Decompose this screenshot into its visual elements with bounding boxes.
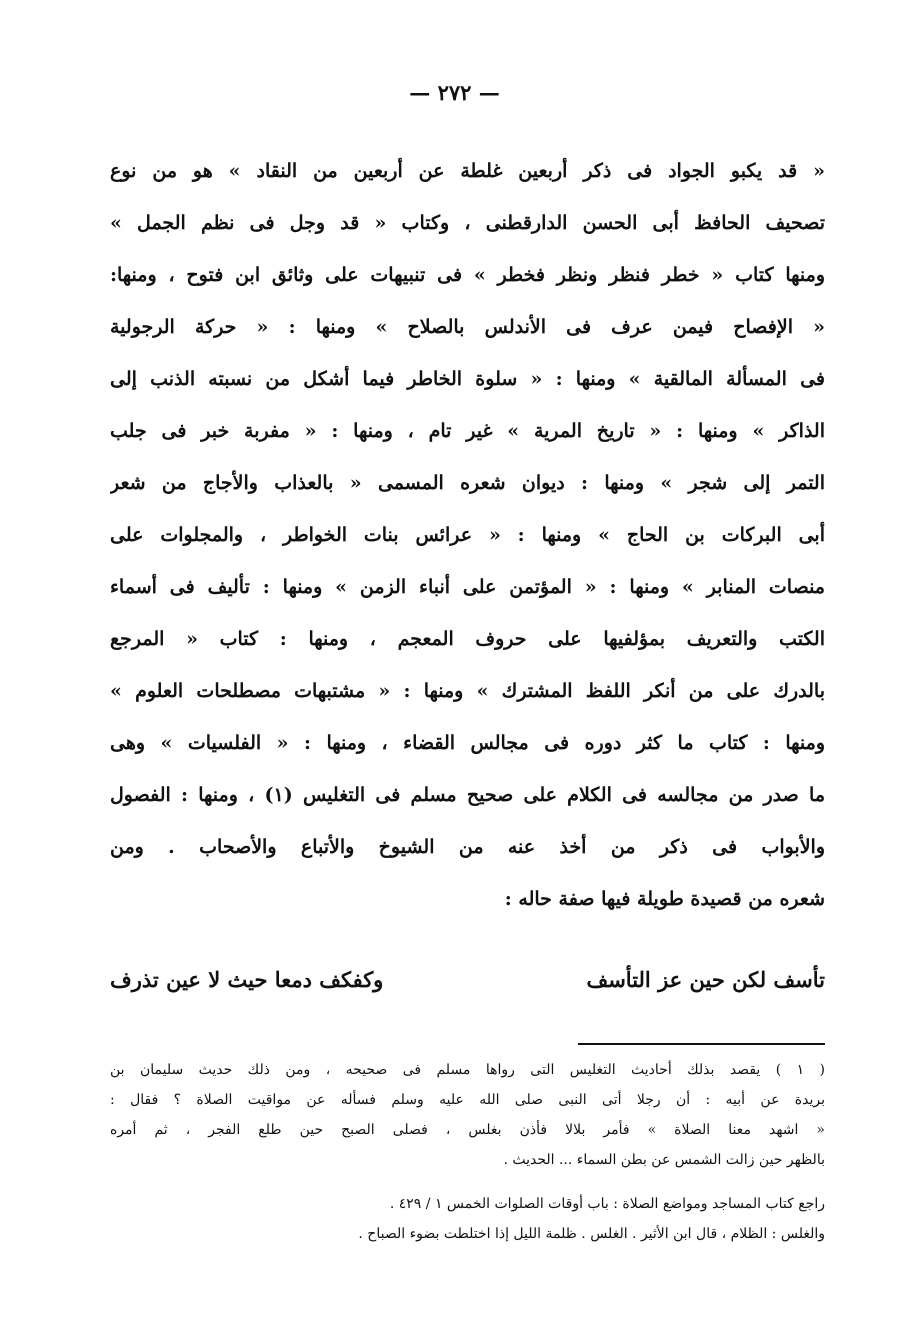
footnote-line: « اشهد معنا الصلاة » فأمر بلالا فأذن بغلس ، فصلى الصبح حين طلع الفجر ، ثم أمره (110, 1122, 825, 1138)
text-line: التمر إلى شجر » ومنها : ديوان شعره المسمى « بالعذاب والأجاج من شعر (110, 472, 825, 494)
text-line: والأبواب فى ذكر من أخذ عنه من الشيوخ والأتباع والأصحاب . ومن (110, 836, 825, 858)
footnote-divider (578, 1043, 825, 1045)
text-line: تصحيف الحافظ أبى الحسن الدارقطنى ، وكتاب « قد وجل فى نظم الجمل » (110, 212, 825, 234)
footnote-line: بالظهر حين زالت الشمس عن بطن السماء ... الحديث . (503, 1152, 825, 1168)
text-line: « الإفصاح فيمن عرف فى الأندلس بالصلاح » ومنها : « حركة الرجولية (110, 316, 825, 338)
footnotes (110, 1055, 825, 1249)
text-line: « قد يكبو الجواد فى ذكر أربعين غلطة عن أربعين من النقاد » هو من نوع (110, 160, 825, 182)
footnote-reference: والغلس : الظلام ، قال ابن الأثير . الغلس . ظلمة الليل إذا اختلطت بضوء الصباح . (358, 1226, 825, 1242)
text-line: الذاكر » ومنها : « تاريخ المرية » غير تام ، ومنها : « مفربة خبر فى جلب (110, 420, 825, 442)
text-line: فى المسألة المالقية » ومنها : « سلوة الخاطر فيما أشكل من نسبته الذنب إلى (110, 368, 825, 390)
verse-first-hemistich: تأسف لكن حين عز التأسف (586, 967, 825, 992)
text-line: أبى البركات بن الحاج » ومنها : « عرائس بنات الخواطر ، والمجلوات على (110, 524, 825, 546)
text-line: بالدرك على من أنكر اللفظ المشترك » ومنها : « مشتبهات مصطلحات العلوم » (110, 680, 825, 702)
text-line: شعره من قصيدة طويلة فيها صفة حاله : (504, 888, 825, 910)
footnote-line: بريدة عن أبيه : أن رجلا أتى النبى صلى الله عليه وسلم فسأله عن مواقيت الصلاة ؟ فقال : (110, 1092, 825, 1108)
footnote-gap (110, 1175, 825, 1189)
poem-verse (110, 955, 825, 1005)
main-text (110, 145, 825, 925)
verse-second-hemistich: وكفكف دمعا حيث لا عين تذرف (110, 967, 384, 992)
text-line: ما صدر من مجالسه فى الكلام على صحيح مسلم فى التغليس (١) ، ومنها : الفصول (110, 784, 825, 806)
text-line: ومنها : كتاب ما كثر دوره فى مجالس القضاء ، ومنها : « الفلسيات » وهى (110, 732, 825, 754)
footnote-line: ( ١ ) يقصد بذلك أحاديث التغليس التى رواها مسلم فى صحيحه ، ومن ذلك حديث سليمان بن (110, 1062, 825, 1078)
text-line: ومنها كتاب « خطر فنظر ونظر فخطر » فى تنبيهات على وثائق ابن فتوح ، ومنها: (110, 264, 825, 286)
footnote-reference: راجع كتاب المساجد ومواضع الصلاة : باب أوقات الصلوات الخمس ١ / ٤٢٩ . (389, 1196, 825, 1212)
text-line: منصات المنابر » ومنها : « المؤتمن على أنباء الزمن » ومنها : تأليف فى أسماء (110, 576, 825, 598)
text-line: الكتب والتعريف بمؤلفيها على حروف المعجم ، ومنها : كتاب « المرجع (110, 628, 825, 650)
page-number: — ٢٧٢ — (409, 80, 500, 105)
